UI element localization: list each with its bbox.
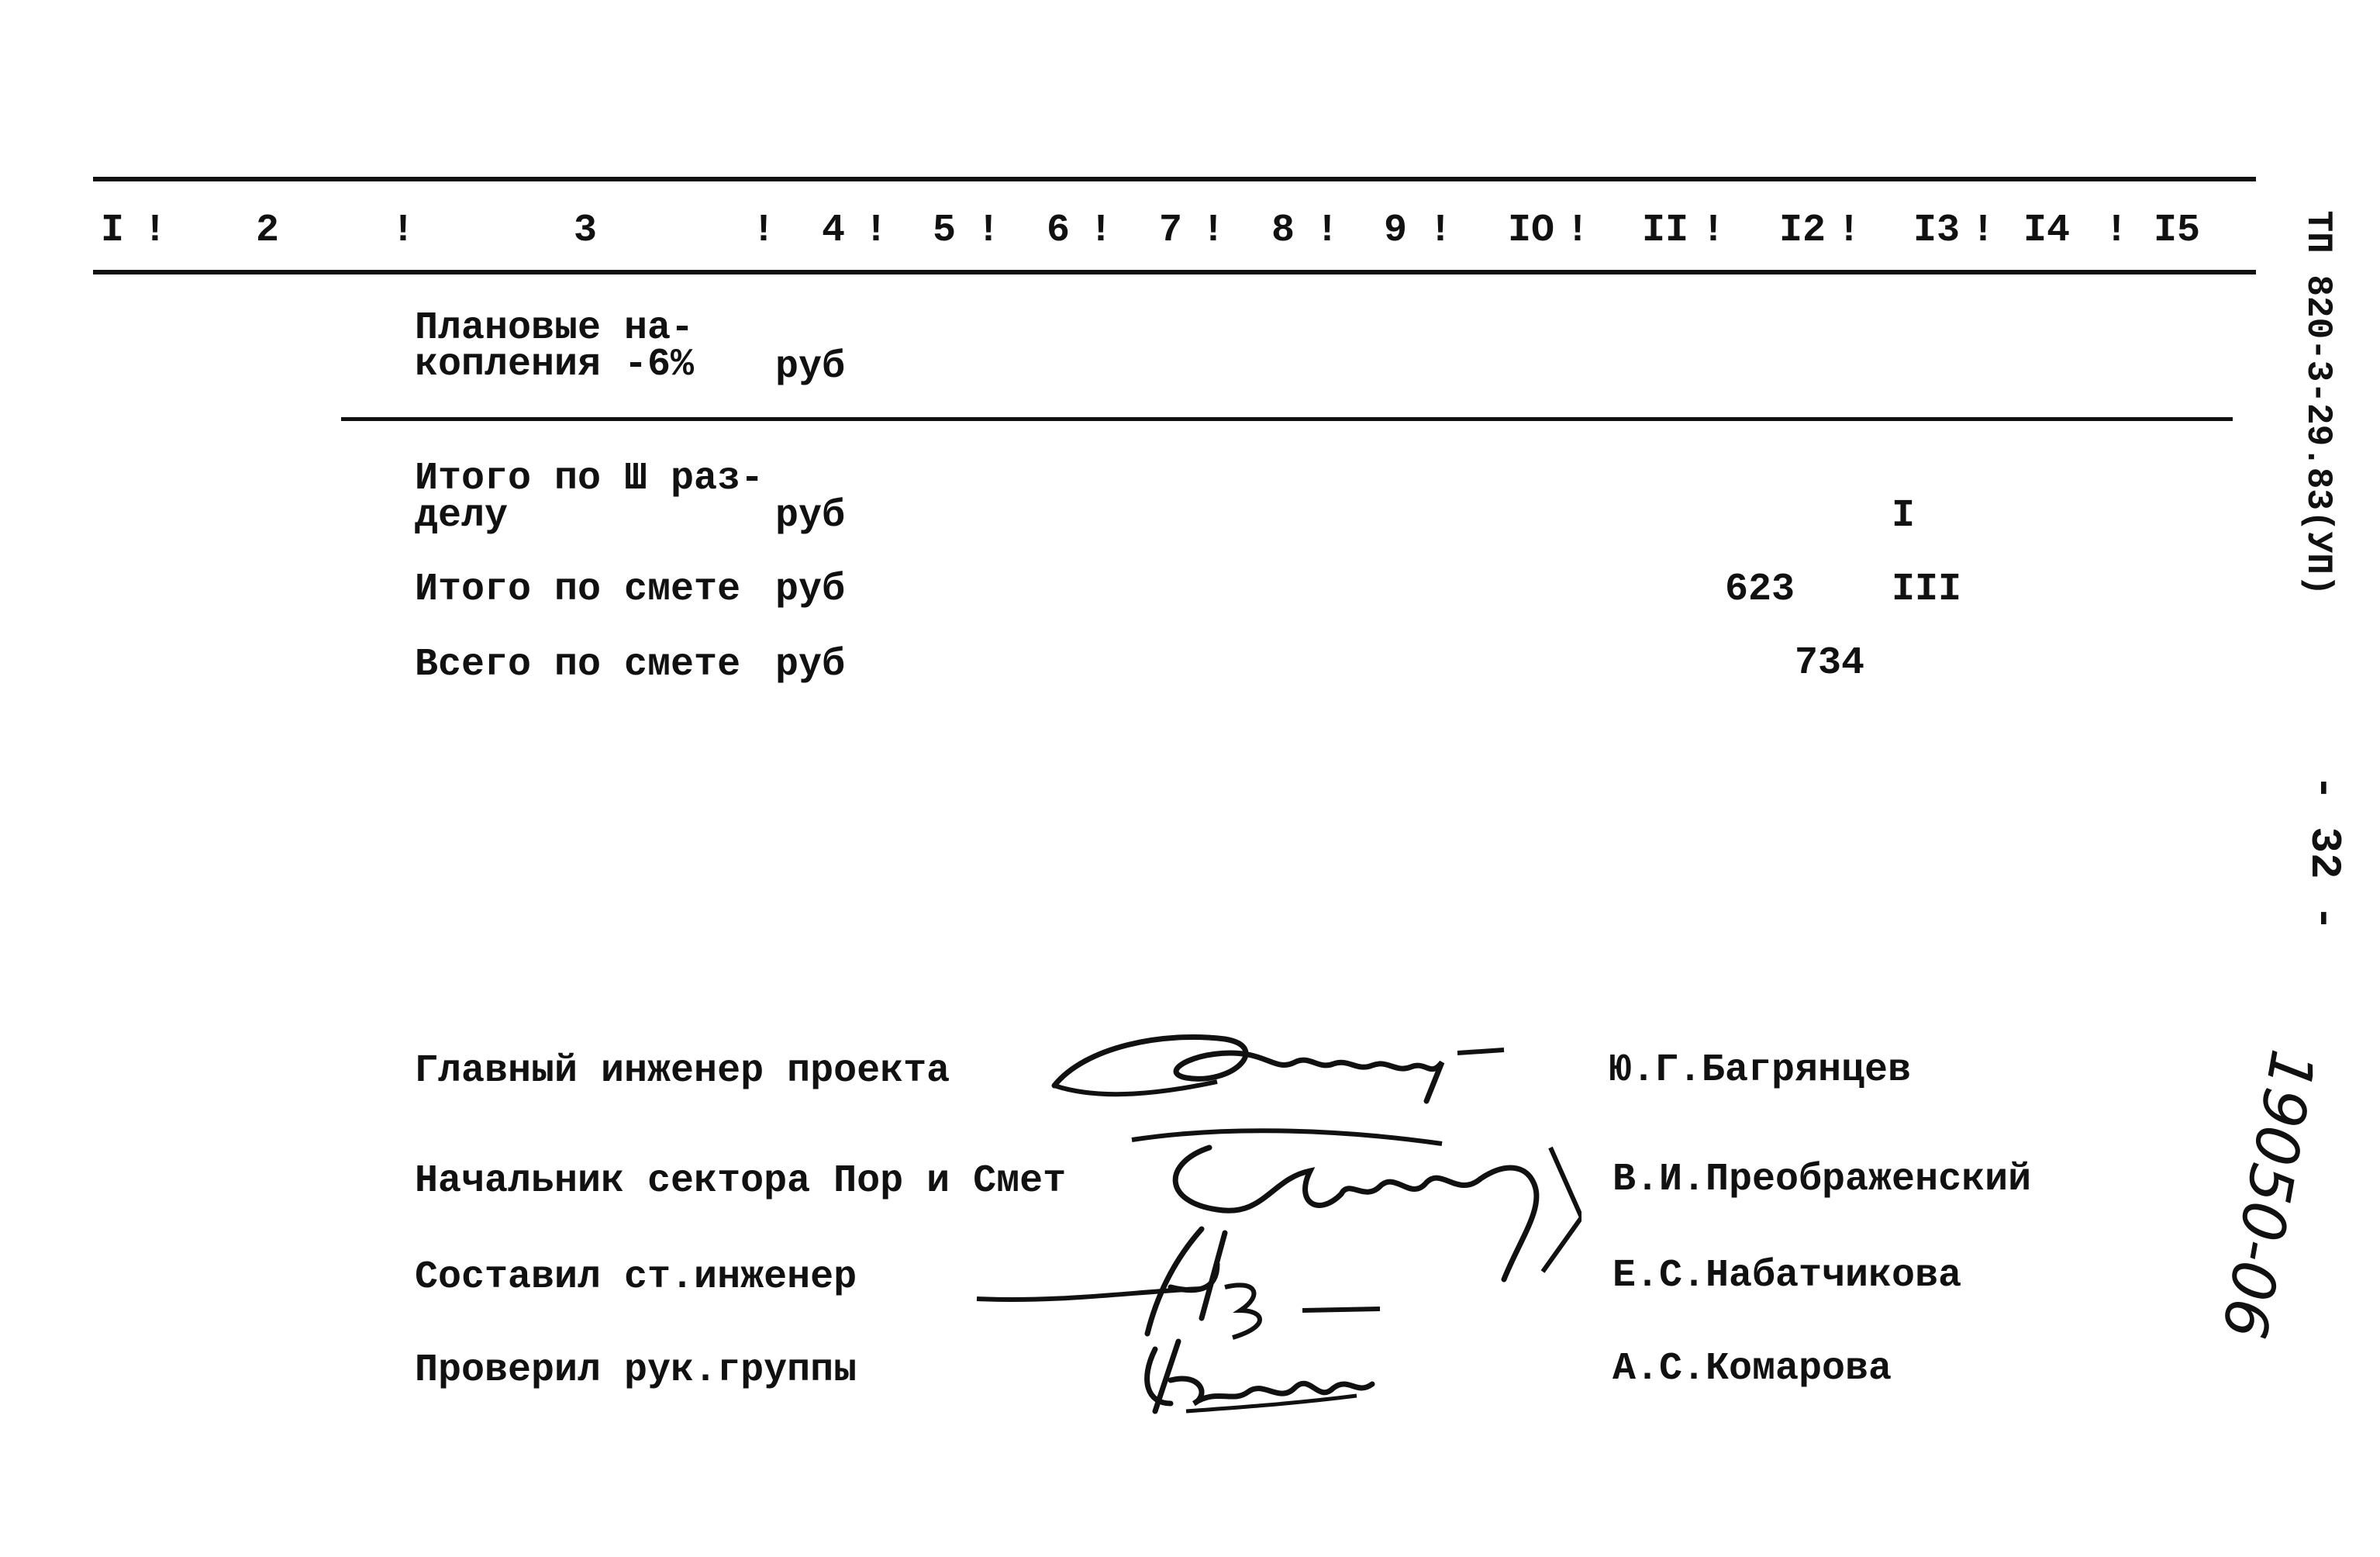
column-separator: !: [1565, 209, 1590, 253]
signature-role: Проверил рук.группы: [415, 1348, 857, 1393]
column-separator: !: [864, 209, 888, 253]
column-header-15: I5: [2153, 209, 2201, 253]
header-top-rule: [93, 177, 2256, 181]
row-value-col13: III: [1892, 568, 1962, 612]
row-unit: руб: [775, 568, 846, 612]
column-header-10: IO: [1507, 209, 1555, 253]
column-separator: !: [1701, 209, 1726, 253]
row-value-col12: 623: [1725, 568, 1795, 612]
row-label-line2: копления -6%: [415, 343, 695, 387]
handwritten-signature-1: [1039, 1016, 1519, 1117]
signature-name: Ю.Г.Багрянцев: [1609, 1048, 1912, 1093]
signature-role: Главный инженер проекта: [415, 1049, 950, 1093]
column-header-9: 9: [1383, 209, 1408, 253]
signature-role: Начальник сектора Пор и Смет: [415, 1159, 1067, 1203]
section-rule: [341, 417, 2233, 421]
column-separator: !: [976, 209, 1001, 253]
row-unit: руб: [775, 643, 846, 687]
column-separator: !: [1088, 209, 1113, 253]
column-header-3: 3: [573, 209, 598, 253]
column-separator: !: [1201, 209, 1226, 253]
column-header-6: 6: [1046, 209, 1071, 253]
row-label-line2: делу: [415, 494, 509, 538]
row-unit: руб: [775, 345, 846, 389]
column-separator: !: [1837, 209, 1861, 253]
column-header-1: I: [100, 209, 125, 253]
row-label: Всего по смете: [415, 643, 741, 687]
row-label-line1: Итого по Ш раз-: [415, 457, 764, 501]
column-header-13: I3: [1913, 209, 1961, 253]
row-value-total: 734: [1795, 641, 1865, 685]
column-header-12: I2: [1778, 209, 1826, 253]
document-code: ТП 820-3-29.83(УП): [2298, 210, 2338, 596]
signature-name: А.С.Комарова: [1613, 1347, 1892, 1391]
column-header-14: I4: [2023, 209, 2071, 253]
column-separator: !: [751, 209, 776, 253]
column-header-5: 5: [932, 209, 957, 253]
row-unit: руб: [775, 494, 846, 538]
column-separator: !: [391, 209, 416, 253]
column-header-11: II: [1641, 209, 1689, 253]
header-bottom-rule: [93, 270, 2256, 274]
column-separator: !: [1971, 209, 1995, 253]
archive-number: 19050-06: [2208, 1044, 2327, 1344]
handwritten-signature-4: [1124, 1318, 1388, 1427]
column-header-7: 7: [1158, 209, 1183, 253]
signature-role: Составил ст.инженер: [415, 1255, 857, 1300]
page-number: - 32 -: [2299, 775, 2349, 931]
signature-name: Е.С.Набатчикова: [1613, 1254, 1962, 1298]
column-separator: !: [1315, 209, 1340, 253]
column-header-2: 2: [255, 209, 280, 253]
row-label-line1: Плановые на-: [415, 306, 695, 350]
column-separator: !: [2104, 209, 2129, 253]
column-header-8: 8: [1271, 209, 1295, 253]
signature-name: В.И.Преображенский: [1613, 1158, 2032, 1202]
row-value-col13: I: [1892, 494, 1916, 538]
row-label: Итого по смете: [415, 568, 741, 612]
column-header-4: 4: [821, 209, 846, 253]
column-separator: !: [1428, 209, 1453, 253]
column-separator: !: [143, 209, 167, 253]
